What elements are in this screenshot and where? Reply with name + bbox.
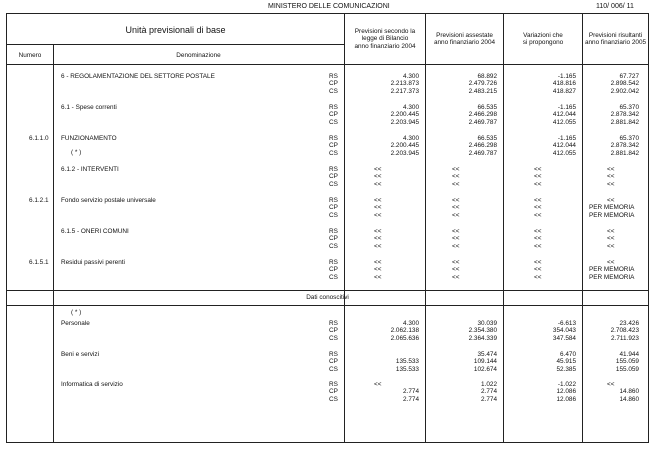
- col-divider-2: [503, 14, 504, 442]
- row-code: CP: [329, 204, 338, 212]
- budget-table: [6, 13, 649, 443]
- cell-value: 4.300: [403, 73, 419, 80]
- row-code: CP: [329, 266, 338, 274]
- cell-value: 155.059: [615, 358, 639, 366]
- header-bottom-line: [7, 64, 648, 65]
- cell-value: <<: [607, 381, 615, 388]
- cell-value: 2.774: [403, 395, 419, 403]
- row-code: RS: [329, 259, 338, 266]
- section-line-bottom: [7, 305, 648, 306]
- numero-heading: Numero: [18, 52, 42, 59]
- denominazione-heading: Denominazione: [176, 52, 221, 59]
- cell-value: <<: [607, 242, 615, 250]
- cell-value: PER MEMORIA: [589, 266, 635, 274]
- cell-value: 347.584: [552, 334, 576, 342]
- cell-value: 2.708.423: [610, 327, 639, 335]
- cell-value: <<: [374, 204, 382, 212]
- cell-value: PER MEMORIA: [589, 204, 635, 212]
- cell-value: <<: [607, 259, 615, 266]
- cell-value: <<: [374, 266, 382, 274]
- cell-value: 4.300: [403, 320, 419, 327]
- cell-value: 135.533: [395, 365, 419, 373]
- cell-value: <<: [374, 173, 382, 181]
- cell-value: <<: [534, 180, 542, 188]
- cell-value: <<: [534, 273, 542, 281]
- cell-value: <<: [374, 180, 382, 188]
- cell-value: 12.086: [556, 395, 576, 403]
- cell-value: 418.827: [552, 87, 576, 95]
- cell-value: 65.370: [619, 104, 639, 111]
- cell-value: 2.902.042: [610, 87, 639, 95]
- cell-value: <<: [374, 228, 382, 235]
- row-code: RS: [329, 197, 338, 204]
- row-label: Beni e servizi: [61, 351, 100, 358]
- row-label: Informatica di servizio: [61, 381, 123, 388]
- cell-value: <<: [452, 242, 460, 250]
- section-line-top: [7, 290, 648, 291]
- cell-value: 2.878.342: [610, 142, 639, 150]
- row-code: RS: [329, 104, 338, 111]
- cell-value: 4.300: [403, 104, 419, 111]
- cell-value: <<: [534, 242, 542, 250]
- cell-value: -1.022: [557, 381, 576, 388]
- cell-value: 2.217.373: [390, 87, 419, 95]
- row-label: FUNZIONAMENTO: [61, 135, 117, 142]
- row-code: CS: [329, 149, 338, 157]
- cell-value: 2.479.726: [468, 80, 497, 88]
- col1-heading: Previsioni secondo la legge di Bilancio anno finanziario 2004: [354, 28, 416, 50]
- col-divider-codes: [344, 14, 345, 442]
- cell-value: 30.039: [477, 320, 497, 327]
- row-code: CS: [329, 242, 338, 250]
- cell-value: 412.055: [552, 149, 576, 157]
- cell-value: <<: [374, 166, 382, 173]
- cell-value: <<: [534, 204, 542, 212]
- cell-value: 2.881.842: [610, 149, 639, 157]
- cell-value: -1.165: [557, 104, 576, 111]
- unita-heading: Unità previsionali di base: [125, 25, 226, 35]
- cell-value: <<: [452, 211, 460, 219]
- row-code: RS: [329, 320, 338, 327]
- page-reference: 110/ 006/ 11: [596, 3, 634, 10]
- cell-value: 4.300: [403, 135, 419, 142]
- row-label: 6.1 - Spese correnti: [61, 104, 117, 111]
- row-number: 6.1.2.1: [29, 197, 49, 204]
- col4-heading: Previsioni risultanti anno finanziario 2005: [584, 32, 647, 47]
- cell-value: 2.364.339: [468, 334, 497, 342]
- cell-value: <<: [607, 197, 615, 204]
- cell-value: <<: [534, 211, 542, 219]
- cell-value: 23.426: [619, 320, 639, 327]
- cell-value: 14.860: [619, 388, 639, 396]
- cell-value: 412.044: [552, 142, 576, 150]
- cell-value: <<: [374, 197, 382, 204]
- row-code: CS: [329, 180, 338, 188]
- row-code: RS: [329, 73, 338, 80]
- cell-value: <<: [452, 204, 460, 212]
- section-title: Dati conoscitivi: [306, 294, 349, 301]
- row-note: ( * ): [71, 149, 82, 156]
- cell-value: 2.898.542: [610, 80, 639, 88]
- cell-value: 1.022: [481, 381, 497, 388]
- cell-value: 2.483.215: [468, 87, 497, 95]
- cell-value: <<: [534, 166, 542, 173]
- cell-value: <<: [374, 242, 382, 250]
- row-code: CP: [329, 111, 338, 119]
- row-code: RS: [329, 166, 338, 173]
- cell-value: <<: [452, 180, 460, 188]
- cell-value: <<: [534, 197, 542, 204]
- row-label: Fondo servizio postale universale: [61, 197, 156, 204]
- row-code: CP: [329, 235, 338, 243]
- cell-value: -1.165: [557, 73, 576, 80]
- cell-value: 2.881.842: [610, 118, 639, 126]
- row-code: CS: [329, 118, 338, 126]
- cell-value: <<: [452, 197, 460, 204]
- cell-value: 68.892: [477, 73, 497, 80]
- row-label: 6.1.5 - ONERI COMUNI: [61, 228, 129, 235]
- cell-value: PER MEMORIA: [589, 211, 635, 219]
- row-code: CP: [329, 358, 338, 366]
- cell-value: 12.086: [556, 388, 576, 396]
- row-code: CS: [329, 395, 338, 403]
- row-label: 6.1.2 - INTERVENTI: [61, 166, 119, 173]
- row-code: CS: [329, 365, 338, 373]
- row-code: CS: [329, 334, 338, 342]
- cell-value: PER MEMORIA: [589, 273, 635, 281]
- cell-value: 155.059: [615, 365, 639, 373]
- cell-value: 2.774: [403, 388, 419, 396]
- cell-value: 354.043: [552, 327, 576, 335]
- row-label: 6 - REGOLAMENTAZIONE DEL SETTORE POSTALE: [61, 73, 215, 80]
- cell-value: 2.774: [481, 395, 497, 403]
- cell-value: 2.774: [481, 388, 497, 396]
- row-label: Residui passivi perenti: [61, 259, 125, 266]
- row-code: CP: [329, 327, 338, 335]
- col-divider-1: [425, 14, 426, 442]
- row-code: CS: [329, 273, 338, 281]
- cell-value: 35.474: [477, 351, 497, 358]
- cell-value: 2.203.945: [390, 149, 419, 157]
- row-code: RS: [329, 351, 338, 358]
- cell-value: <<: [534, 235, 542, 243]
- cell-value: <<: [452, 166, 460, 173]
- cell-value: 2.711.923: [611, 334, 639, 342]
- header-divider: [7, 44, 344, 45]
- cell-value: 66.535: [477, 135, 497, 142]
- cell-value: <<: [452, 259, 460, 266]
- cell-value: <<: [534, 228, 542, 235]
- cell-value: <<: [607, 166, 615, 173]
- row-code: CP: [329, 388, 338, 396]
- col3-heading: Variazioni che si propongono: [522, 32, 564, 47]
- cell-value: <<: [534, 173, 542, 181]
- cell-value: 2.466.298: [468, 111, 497, 119]
- row-code: CP: [329, 80, 338, 88]
- cell-value: <<: [534, 259, 542, 266]
- col-divider-numero: [53, 44, 54, 442]
- cell-value: <<: [452, 173, 460, 181]
- cell-value: 2.878.342: [610, 111, 639, 119]
- cell-value: 412.055: [552, 118, 576, 126]
- ministry-header: MINISTERO DELLE COMUNICAZIONI: [268, 3, 390, 10]
- row-code: CP: [329, 142, 338, 150]
- cell-value: 2.213.873: [390, 80, 419, 88]
- cell-value: 135.533: [395, 358, 419, 366]
- cell-value: <<: [607, 180, 615, 188]
- cell-value: 418.816: [552, 80, 576, 88]
- row-label: Personale: [61, 320, 90, 327]
- cell-value: 2.203.945: [390, 118, 419, 126]
- row-code: CS: [329, 87, 338, 95]
- cell-value: <<: [534, 266, 542, 274]
- cell-value: 2.200.445: [390, 142, 419, 150]
- cell-value: 6.470: [560, 351, 576, 358]
- cell-value: 102.674: [473, 365, 497, 373]
- cell-value: 67.727: [619, 73, 639, 80]
- row-code: RS: [329, 228, 338, 235]
- cell-value: 66.535: [477, 104, 497, 111]
- cell-value: <<: [374, 211, 382, 219]
- col-divider-3: [582, 14, 583, 442]
- cell-value: <<: [607, 235, 615, 243]
- cell-value: 2.354.380: [468, 327, 497, 335]
- cell-value: 41.944: [619, 351, 639, 358]
- cell-value: 65.370: [619, 135, 639, 142]
- cell-value: -1.165: [557, 135, 576, 142]
- cell-value: 2.469.787: [468, 149, 497, 157]
- cell-value: 2.200.445: [390, 111, 419, 119]
- cell-value: 45.915: [556, 358, 576, 366]
- cell-value: <<: [374, 273, 382, 281]
- cell-value: <<: [452, 228, 460, 235]
- cell-value: <<: [452, 235, 460, 243]
- row-code: RS: [329, 381, 338, 388]
- cell-value: 52.385: [556, 365, 576, 373]
- cell-value: <<: [374, 235, 382, 243]
- cell-value: <<: [374, 259, 382, 266]
- cell-value: <<: [607, 173, 615, 181]
- col2-heading: Previsioni assestate anno finanziario 2004: [433, 32, 496, 47]
- cell-value: 2.469.787: [468, 118, 497, 126]
- cell-value: 2.466.298: [468, 142, 497, 150]
- row-number: 6.1.1.0: [29, 135, 49, 142]
- row-number: 6.1.5.1: [29, 259, 49, 266]
- cell-value: <<: [452, 273, 460, 281]
- cell-value: 412.044: [552, 111, 576, 119]
- cell-value: 109.144: [473, 358, 497, 366]
- cell-value: 14.860: [619, 395, 639, 403]
- cell-value: <<: [452, 266, 460, 274]
- cell-value: 2.065.636: [390, 334, 419, 342]
- cell-value: <<: [607, 228, 615, 235]
- row-code: CS: [329, 211, 338, 219]
- row-code: CP: [329, 173, 338, 181]
- star-note: ( * ): [71, 309, 82, 316]
- cell-value: -6.613: [557, 320, 576, 327]
- cell-value: <<: [374, 381, 382, 388]
- cell-value: 2.062.138: [390, 327, 419, 335]
- row-code: RS: [329, 135, 338, 142]
